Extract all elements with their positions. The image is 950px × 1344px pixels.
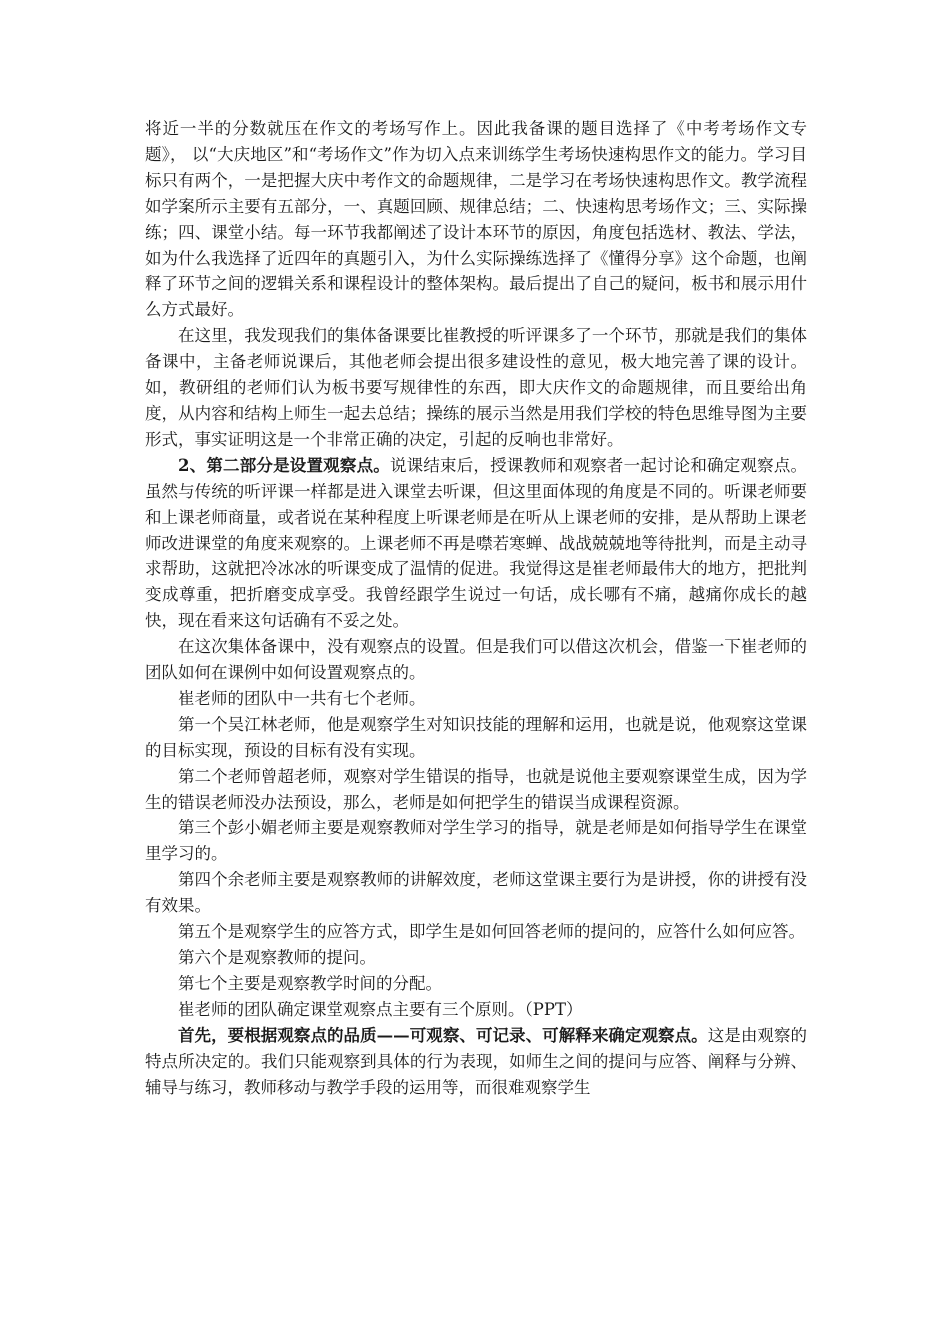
paragraph-6: [145, 712, 807, 764]
paragraph-text: 第七个主要是观察教学时间的分配。: [178, 973, 442, 993]
paragraph-5: [145, 686, 807, 712]
paragraph-10: [145, 919, 807, 945]
paragraph-text: 将近一半的分数就压在作文的考场写作上。因此我备课的题目选择了《中考考场作文专题》， 以“大庆地区”和“考场作文”作为切入点来训练学生考场快速构思作文的能力。学习目标只有两个，一是把握大庆中考作文的命题规律，二是学习在考场快速构思作文。教学流程如学案所示主要有五部分，一、真题回顾、规律总结；二、快速构思考场作文；三、实际操练；四、课堂小结。每一环节我都阐述了设计本环节的原因，角度包括选材、教法、学法，如为什么我选择了近四年的真题引入，为什么实际操练选择了《懂得分享》这个命题，也阐释了环节之间的逻辑关系和课程设计的整体架构。最后提出了自己的疑问，板书和展示用什么方式最好。: [145, 119, 807, 320]
paragraph-text: 在这次集体备课中，没有观察点的设置。但是我们可以借这次机会，借鉴一下崔老师的团队如何在课例中如何设置观察点的。: [145, 637, 807, 683]
paragraph-1: [145, 116, 807, 323]
paragraph-7: [145, 764, 807, 816]
paragraph-text: 在这里，我发现我们的集体备课要比崔教授的听评课多了一个环节，那就是我们的集体备课中，主备老师说课后，其他老师会提出很多建设性的意见，极大地完善了课的设计。如，教研组的老师们认为板书要写规律性的东西，即大庆作文的命题规律，而且要给出角度，从内容和结构上师生一起去总结；操练的展示当然是用我们学校的特色思维导图为主要形式，事实证明这是一个非常正确的决定，引起的反响也非常好。: [145, 326, 807, 449]
paragraph-9: [145, 867, 807, 919]
paragraph-text: 第五个是观察学生的应答方式，即学生是如何回答老师的提问的，应答什么如何应答。: [178, 922, 805, 942]
paragraph-text: 崔老师的团队确定课堂观察点主要有三个原则。（PPT）: [178, 999, 583, 1019]
paragraph-13: [145, 997, 807, 1023]
paragraph-8: [145, 815, 807, 867]
paragraph-12: [145, 971, 807, 997]
paragraph-2: [145, 323, 807, 453]
principle-heading: 首先，要根据观察点的品质——可观察、可记录、可解释来确定观察点。: [178, 1025, 708, 1045]
paragraph-text: 这是由观察的特点所决定的。我们只能观察到具体的行为表现，如师生之间的提问与应答、阐释与分辨、辅导与练习，教师移动与教学手段的运用等，而很难观察学生: [145, 1025, 808, 1097]
paragraph-text: 第六个是观察教师的提问。: [178, 948, 376, 967]
paragraph-text: 崔老师的团队中一共有七个老师。: [178, 688, 426, 708]
paragraph-text: 第三个彭小媚老师主要是观察教师对学生学习的指导，就是老师是如何指导学生在课堂里学习的。: [145, 818, 807, 864]
section-heading: 2、第二部分是设置观察点。: [178, 455, 390, 475]
paragraph-4: [145, 634, 807, 686]
paragraph-text: 第二个老师曾超老师，观察对学生错误的指导，也就是说他主要观察课堂生成，因为学生的错误老师没办法预设，那么，老师是如何把学生的错误当成课程资源。: [145, 766, 807, 812]
paragraph-text: 说课结束后，授课教师和观察者一起讨论和确定观察点。虽然与传统的听评课一样都是进入课堂去听课，但这里面体现的角度是不同的。听课老师要和上课老师商量，或者说在某种程度上听课老师是在听从上课老师的安排，是从帮助上课老师改进课堂的角度来观察的。上课老师不再是噤若寒蝉、战战兢兢地等待批判，而是主动寻求帮助，这就把冷冰冰的听课变成了温情的促进。我觉得这是崔老师最伟大的地方，把批判变成尊重，把折磨变成享受。我曾经跟学生说过一句话，成长哪有不痛，越痛你成长的越快，现在看来这句话确有不妥之处。: [145, 455, 808, 631]
paragraph-3: [145, 453, 807, 634]
paragraph-text: 第四个余老师主要是观察教师的讲解效度，老师这堂课主要行为是讲授，你的讲授有没有效果。: [145, 870, 807, 916]
paragraph-14: [145, 1023, 807, 1101]
document-body: [145, 116, 807, 1100]
paragraph-text: 第一个吴江林老师，他是观察学生对知识技能的理解和运用，也就是说，他观察这堂课的目标实现，预设的目标有没有实现。: [145, 714, 807, 760]
paragraph-11: [145, 945, 807, 971]
